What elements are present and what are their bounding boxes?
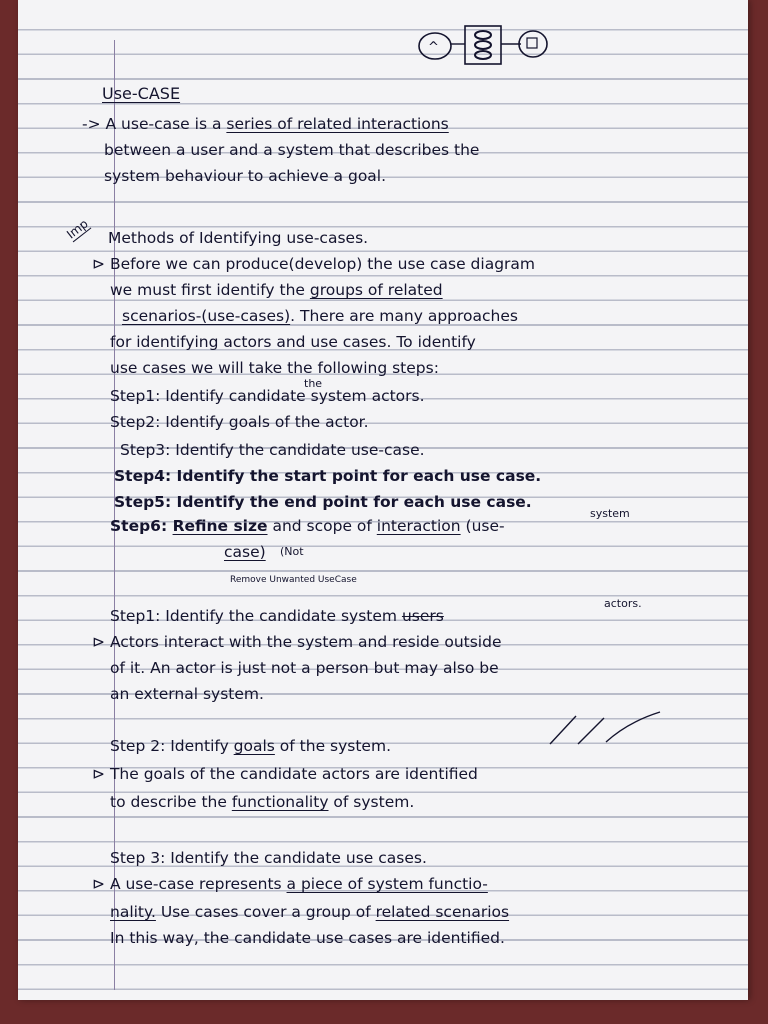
methods-line-5: use cases we will take the following steps: bbox=[110, 359, 439, 377]
definition-line-2: between a user and a system that describes the bbox=[104, 141, 480, 159]
step1-section-line-2: of it. An actor is just not a person but may also be bbox=[110, 659, 499, 677]
step-5: Step5: Identify the end point for each use case. bbox=[114, 493, 532, 511]
step6-insert: system bbox=[590, 507, 630, 520]
methods-line-1: ⊳ Before we can produce(develop) the use case diagram bbox=[92, 255, 535, 273]
step-1: Step1: Identify candidate system actors. bbox=[110, 387, 425, 405]
definition-line-3: system behaviour to achieve a goal. bbox=[104, 167, 387, 185]
methods-heading: Methods of Identifying use-cases. bbox=[108, 229, 369, 247]
page-title: Use-CASE bbox=[102, 84, 181, 103]
step3-section-line-2: nality. Use cases cover a group of related scenarios bbox=[110, 903, 510, 921]
definition-line-1: -> A use-case is a series of related interactions bbox=[82, 115, 449, 133]
methods-line-3: scenarios-(use-cases). There are many approaches bbox=[122, 307, 518, 325]
methods-line-4: for identifying actors and use cases. To identify bbox=[110, 333, 476, 351]
step-4: Step4: Identify the start point for each use case. bbox=[114, 467, 542, 485]
arrow-bullet: -> bbox=[82, 115, 101, 133]
step1-section-line-3: an external system. bbox=[110, 685, 264, 703]
scribble-marks-icon bbox=[548, 708, 668, 748]
methods-line-2: we must first identify the groups of related bbox=[110, 281, 443, 299]
step-6-small-note: Remove Unwanted UseCase bbox=[230, 575, 357, 585]
step1-section-insert: actors. bbox=[604, 597, 642, 610]
step2-section-line-1: ⊳ The goals of the candidate actors are identified bbox=[92, 765, 478, 783]
step-2: Step2: Identify goals of the actor. bbox=[110, 413, 369, 431]
notebook-page bbox=[18, 0, 748, 1000]
margin-note: Imp bbox=[64, 216, 91, 242]
step3-section-line-3: In this way, the candidate use cases are identified. bbox=[110, 929, 505, 947]
step-3: Step3: Identify the candidate use-case. bbox=[120, 441, 425, 459]
step-6-note: (Not bbox=[280, 545, 304, 558]
actor-mark: ^ bbox=[428, 40, 439, 55]
star-bullet: ⊳ bbox=[92, 255, 105, 273]
use-case-doodle-icon bbox=[413, 20, 553, 70]
step1-section-line-1: ⊳ Actors interact with the system and reside outside bbox=[92, 633, 502, 651]
step3-section-line-1: ⊳ A use-case represents a piece of system functio- bbox=[92, 875, 488, 893]
step2-section-heading: Step 2: Identify goals of the system. bbox=[110, 737, 391, 755]
step2-section-line-2: to describe the functionality of system. bbox=[110, 793, 415, 811]
step-6-line-2: case) bbox=[224, 543, 266, 561]
step-6: Step6: Refine size and scope of interaction (use- bbox=[110, 517, 505, 535]
step1-section-heading: Step1: Identify the candidate system users bbox=[110, 607, 444, 625]
step3-section-heading: Step 3: Identify the candidate use cases. bbox=[110, 849, 427, 867]
step1-insert: the bbox=[304, 377, 323, 390]
